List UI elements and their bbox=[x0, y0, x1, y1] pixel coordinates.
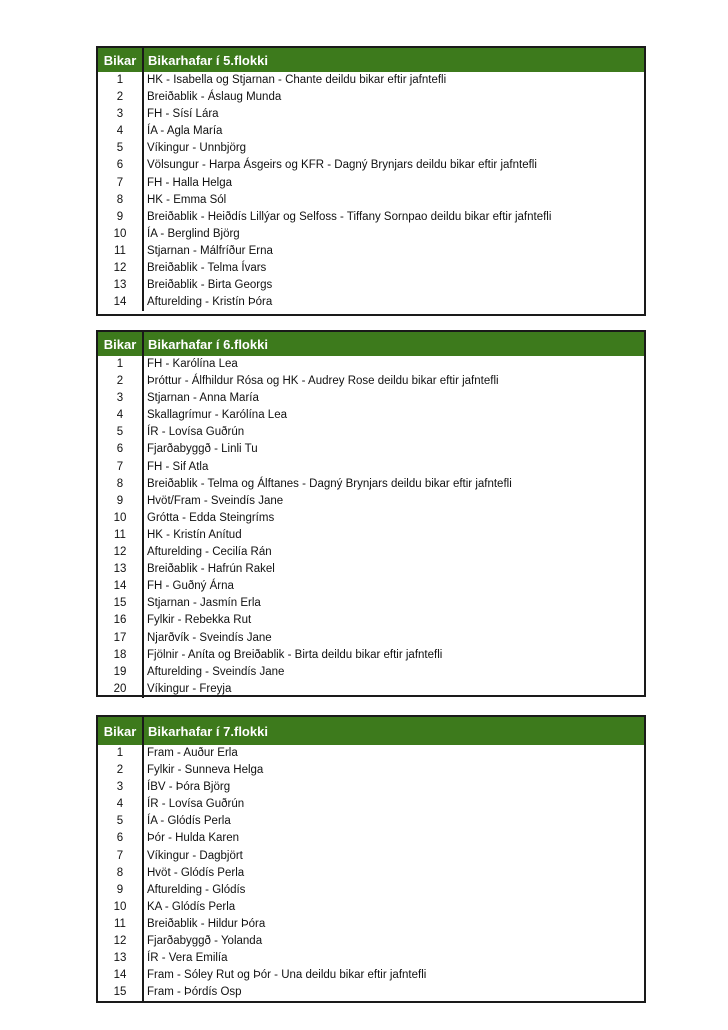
table-row bbox=[98, 277, 644, 294]
row-winner: Breiðablik - Áslaug Munda bbox=[147, 91, 282, 104]
row-winner: FH - Halla Helga bbox=[147, 176, 232, 189]
row-winner: ÍA - Berglind Björg bbox=[147, 227, 240, 240]
table-row bbox=[98, 933, 644, 950]
table-row bbox=[98, 390, 644, 407]
row-number: 12 bbox=[98, 933, 144, 950]
row-number: 14 bbox=[98, 967, 144, 984]
row-winner: KA - Glódís Perla bbox=[147, 900, 236, 913]
table-row bbox=[98, 830, 644, 847]
table-row bbox=[98, 72, 644, 89]
row-winner: Breiðablik - Hafrún Rakel bbox=[147, 563, 275, 576]
row-number: 8 bbox=[98, 476, 144, 493]
row-winner: Grótta - Edda Steingríms bbox=[147, 511, 275, 524]
row-winner: Víkingur - Dagbjört bbox=[147, 849, 243, 862]
row-number: 13 bbox=[98, 561, 144, 578]
row-number: 5 bbox=[98, 424, 144, 441]
table-row bbox=[98, 916, 644, 933]
row-number: 8 bbox=[98, 865, 144, 882]
row-winner: Þróttur - Álfhildur Rósa og HK - Audrey Rose deildu bikar eftir jafntefli bbox=[147, 375, 499, 388]
row-winner: ÍA - Agla María bbox=[147, 125, 223, 138]
row-winner: Fram - Auður Erla bbox=[147, 747, 238, 759]
row-winner: Stjarnan - Málfríður Erna bbox=[147, 244, 273, 257]
row-winner: Víkingur - Unnbjörg bbox=[147, 142, 247, 155]
row-number: 9 bbox=[98, 209, 144, 226]
table-row bbox=[98, 140, 644, 157]
table-row bbox=[98, 950, 644, 967]
table-header bbox=[98, 48, 644, 72]
row-winner: Afturelding - Glódís bbox=[147, 883, 246, 896]
table-row bbox=[98, 578, 644, 595]
row-number: 17 bbox=[98, 630, 144, 647]
row-number: 11 bbox=[98, 527, 144, 544]
row-number: 3 bbox=[98, 106, 144, 123]
row-number: 12 bbox=[98, 260, 144, 277]
table-row bbox=[98, 882, 644, 899]
row-winner: Stjarnan - Jasmín Erla bbox=[147, 597, 261, 610]
table-row bbox=[98, 612, 644, 629]
table-row bbox=[98, 664, 644, 681]
row-winner: Fylkir - Rebekka Rut bbox=[147, 614, 252, 627]
row-number: 4 bbox=[98, 407, 144, 424]
row-number: 3 bbox=[98, 779, 144, 796]
table-row bbox=[98, 356, 644, 373]
table-row bbox=[98, 192, 644, 209]
row-winner: FH - Guðný Árna bbox=[147, 580, 234, 593]
table-row bbox=[98, 175, 644, 192]
table-row bbox=[98, 595, 644, 612]
row-number: 11 bbox=[98, 916, 144, 933]
row-number: 19 bbox=[98, 664, 144, 681]
row-number: 7 bbox=[98, 848, 144, 865]
row-number: 1 bbox=[98, 356, 144, 373]
row-winner: Breiðablik - Hildur Þóra bbox=[147, 917, 266, 930]
row-number: 13 bbox=[98, 277, 144, 294]
table-header bbox=[98, 332, 644, 356]
header-bikar: Bikar bbox=[98, 48, 144, 72]
row-number: 8 bbox=[98, 192, 144, 209]
row-number: 15 bbox=[98, 984, 144, 1001]
table-body bbox=[98, 745, 644, 1001]
table-row bbox=[98, 123, 644, 140]
row-number: 2 bbox=[98, 762, 144, 779]
table-row bbox=[98, 209, 644, 226]
table-row bbox=[98, 681, 644, 698]
row-winner: ÍA - Glódís Perla bbox=[147, 815, 231, 828]
row-winner: Breiðablik - Telma Ívars bbox=[147, 262, 267, 275]
row-number: 2 bbox=[98, 373, 144, 390]
row-winner: Skallagrímur - Karólína Lea bbox=[147, 409, 287, 422]
row-winner: Völsungur - Harpa Ásgeirs og KFR - Dagný Brynjars deildu bikar eftir jafntefli bbox=[147, 159, 537, 172]
row-winner: Breiðablik - Heiðdís Lillýar og Selfoss - Tiffany Sornpao deildu bikar eftir jafntefli bbox=[147, 210, 552, 223]
row-number: 5 bbox=[98, 813, 144, 830]
table-row bbox=[98, 865, 644, 882]
header-bikar: Bikar bbox=[98, 717, 144, 745]
row-winner: ÍR - Lovísa Guðrún bbox=[147, 426, 245, 439]
row-winner: HK - Kristín Anítud bbox=[147, 528, 242, 541]
header-bikar: Bikar bbox=[98, 332, 144, 356]
table-row bbox=[98, 226, 644, 243]
table-6-flokkur bbox=[96, 330, 646, 697]
row-number: 7 bbox=[98, 175, 144, 192]
row-number: 12 bbox=[98, 544, 144, 561]
row-winner: Stjarnan - Anna María bbox=[147, 392, 259, 405]
row-winner: HK - Emma Sól bbox=[147, 193, 227, 206]
row-number: 5 bbox=[98, 140, 144, 157]
row-number: 1 bbox=[98, 72, 144, 89]
table-7-flokkur bbox=[96, 715, 646, 1003]
table-row bbox=[98, 899, 644, 916]
row-winner: Fjarðabyggð - Yolanda bbox=[147, 935, 263, 948]
row-number: 6 bbox=[98, 441, 144, 458]
row-number: 3 bbox=[98, 390, 144, 407]
table-body bbox=[98, 72, 644, 311]
table-row bbox=[98, 779, 644, 796]
table-row bbox=[98, 294, 644, 311]
row-number: 14 bbox=[98, 578, 144, 595]
row-number: 6 bbox=[98, 157, 144, 174]
table-row bbox=[98, 510, 644, 527]
row-number: 14 bbox=[98, 294, 144, 311]
row-number: 2 bbox=[98, 89, 144, 106]
row-winner: ÍBV - Þóra Björg bbox=[147, 781, 231, 794]
table-row bbox=[98, 243, 644, 260]
row-winner: Fram - Þórdís Osp bbox=[147, 986, 242, 999]
table-row bbox=[98, 459, 644, 476]
row-winner: Afturelding - Cecilía Rán bbox=[147, 546, 272, 559]
row-winner: Víkingur - Freyja bbox=[147, 682, 232, 695]
row-winner: Afturelding - Kristín Þóra bbox=[147, 296, 273, 309]
row-winner: Breiðablik - Telma og Álftanes - Dagný Brynjars deildu bikar eftir jafntefli bbox=[147, 477, 512, 490]
row-number: 10 bbox=[98, 899, 144, 916]
table-row bbox=[98, 476, 644, 493]
row-number: 18 bbox=[98, 647, 144, 664]
table-row bbox=[98, 493, 644, 510]
table-row bbox=[98, 373, 644, 390]
row-winner: Fjarðabyggð - Linli Tu bbox=[147, 443, 258, 456]
row-winner: Hvöt - Glódís Perla bbox=[147, 866, 245, 879]
row-number: 6 bbox=[98, 830, 144, 847]
table-row bbox=[98, 762, 644, 779]
row-winner: Afturelding - Sveindís Jane bbox=[147, 665, 285, 678]
row-number: 1 bbox=[98, 745, 144, 762]
row-number: 7 bbox=[98, 459, 144, 476]
row-winner: FH - Sif Atla bbox=[147, 460, 209, 473]
row-number: 4 bbox=[98, 123, 144, 140]
table-row bbox=[98, 984, 644, 1001]
table-header bbox=[98, 717, 644, 745]
table-row bbox=[98, 967, 644, 984]
table-row bbox=[98, 630, 644, 647]
row-winner: Fram - Sóley Rut og Þór - Una deildu bikar eftir jafntefli bbox=[147, 969, 427, 982]
table-row bbox=[98, 796, 644, 813]
row-number: 9 bbox=[98, 882, 144, 899]
table-row bbox=[98, 848, 644, 865]
table-row bbox=[98, 106, 644, 123]
row-number: 4 bbox=[98, 796, 144, 813]
row-winner: Njarðvík - Sveindís Jane bbox=[147, 631, 272, 644]
row-number: 20 bbox=[98, 681, 144, 698]
table-row bbox=[98, 647, 644, 664]
table-body bbox=[98, 356, 644, 698]
row-number: 10 bbox=[98, 226, 144, 243]
row-number: 11 bbox=[98, 243, 144, 260]
row-winner: HK - Isabella og Stjarnan - Chante deildu bikar eftir jafntefli bbox=[147, 74, 447, 86]
table-row bbox=[98, 157, 644, 174]
row-winner: ÍR - Vera Emilía bbox=[147, 952, 228, 965]
row-winner: Fylkir - Sunneva Helga bbox=[147, 764, 264, 777]
row-winner: FH - Sísí Lára bbox=[147, 108, 219, 121]
row-winner: Fjölnir - Aníta og Breiðablik - Birta deildu bikar eftir jafntefli bbox=[147, 648, 443, 661]
row-winner: FH - Karólína Lea bbox=[147, 358, 238, 370]
table-row bbox=[98, 745, 644, 762]
table-5-flokkur bbox=[96, 46, 646, 316]
table-row bbox=[98, 89, 644, 106]
header-title: Bikarhafar í 5.flokki bbox=[148, 52, 268, 68]
row-winner: Breiðablik - Birta Georgs bbox=[147, 279, 273, 292]
row-number: 15 bbox=[98, 595, 144, 612]
table-row bbox=[98, 527, 644, 544]
row-number: 10 bbox=[98, 510, 144, 527]
row-number: 13 bbox=[98, 950, 144, 967]
table-row bbox=[98, 441, 644, 458]
row-number: 9 bbox=[98, 493, 144, 510]
table-row bbox=[98, 260, 644, 277]
table-row bbox=[98, 424, 644, 441]
row-winner: Þór - Hulda Karen bbox=[147, 832, 240, 845]
row-number: 16 bbox=[98, 612, 144, 629]
header-title: Bikarhafar í 7.flokki bbox=[148, 723, 268, 739]
row-winner: ÍR - Lovísa Guðrún bbox=[147, 798, 245, 811]
header-title: Bikarhafar í 6.flokki bbox=[148, 336, 268, 352]
table-row bbox=[98, 407, 644, 424]
row-winner: Hvöt/Fram - Sveindís Jane bbox=[147, 494, 284, 507]
table-row bbox=[98, 813, 644, 830]
table-row bbox=[98, 544, 644, 561]
table-row bbox=[98, 561, 644, 578]
